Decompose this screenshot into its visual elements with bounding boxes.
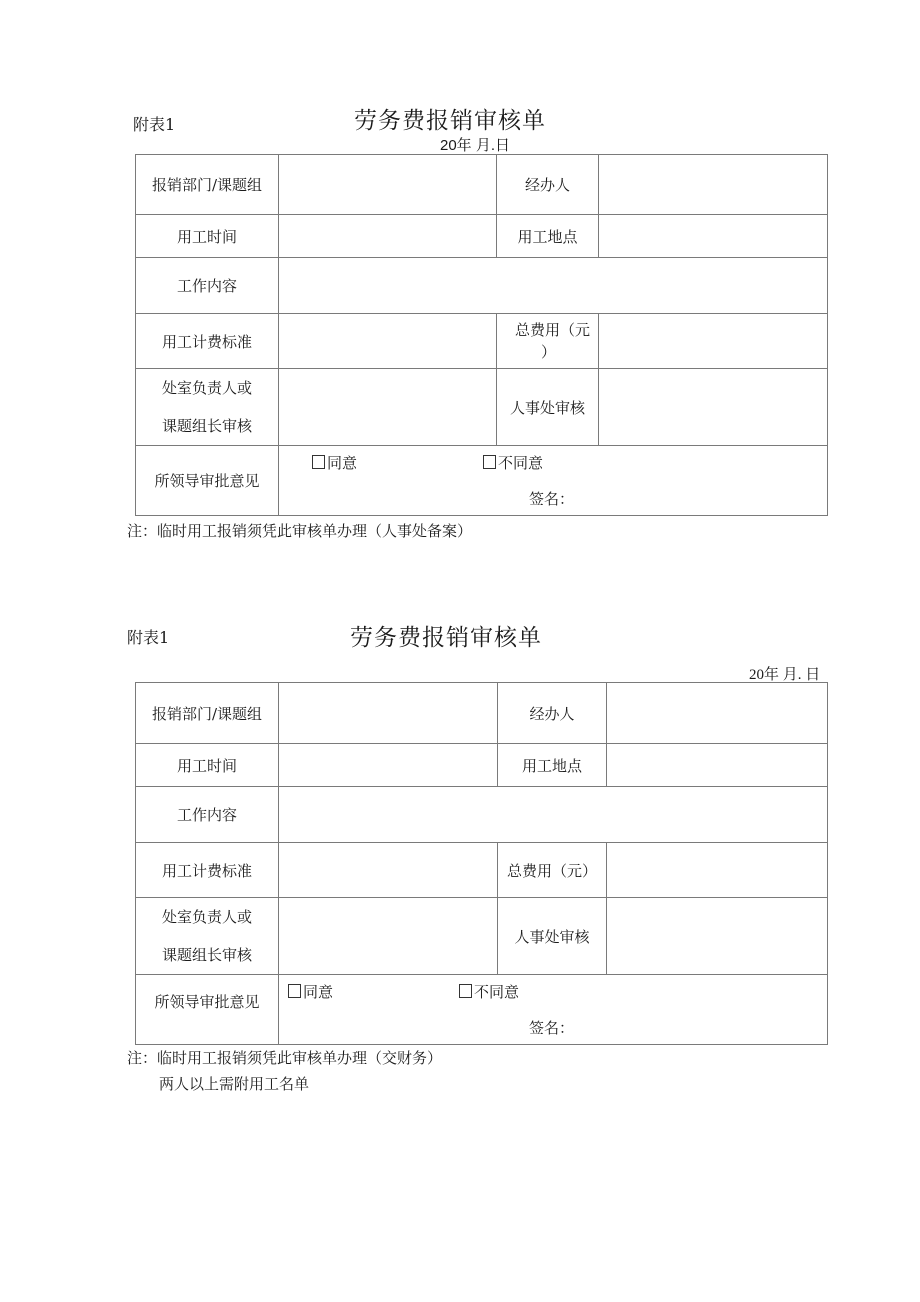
dept-field[interactable]	[279, 155, 497, 215]
leader-opinion-label: 所领导审批意见	[136, 446, 279, 516]
dept-head-label-line2: 课题组长审核	[161, 417, 252, 435]
agree-option-label: 同意	[327, 454, 358, 472]
handler-label: 经办人	[497, 155, 599, 215]
work-content-label: 工作内容	[136, 787, 279, 843]
total-fee-label: 总费用（元）	[498, 843, 607, 898]
dept-head-label	[136, 898, 279, 975]
signature-label: 签名：	[529, 1019, 575, 1037]
work-place-label: 用工地点	[497, 215, 599, 258]
footnote-line2: 两人以上需附用工名单	[159, 1075, 310, 1093]
disagree-checkbox[interactable]	[459, 981, 519, 1002]
checkbox-icon	[288, 984, 301, 998]
attachment-label: 附表1	[133, 115, 176, 134]
work-place-field[interactable]	[599, 215, 828, 258]
total-fee-field[interactable]	[599, 314, 828, 369]
handler-field[interactable]	[607, 683, 828, 744]
leader-opinion-field	[279, 975, 828, 1045]
leader-opinion-label: 所领导审批意见	[136, 975, 279, 1045]
checkbox-icon	[459, 984, 472, 998]
dept-head-label	[136, 369, 279, 446]
reimbursement-form-table	[135, 682, 828, 1045]
checkbox-icon	[483, 455, 496, 469]
dept-head-field[interactable]	[279, 898, 498, 975]
work-time-field[interactable]	[279, 744, 498, 787]
signature-label: 签名：	[529, 490, 575, 508]
agree-checkbox[interactable]	[312, 452, 357, 473]
date-line: 20年 月. 日	[749, 667, 821, 683]
fee-standard-label: 用工计费标准	[136, 843, 279, 898]
dept-head-label-line1: 处室负责人或	[161, 379, 252, 397]
work-content-field[interactable]	[279, 787, 828, 843]
dept-head-label-line2: 课题组长审核	[161, 946, 252, 964]
footnote: 注：临时用工报销须凭此审核单办理（人事处备案）	[127, 522, 473, 540]
fee-standard-label: 用工计费标准	[136, 314, 279, 369]
dept-label: 报销部门/课题组	[136, 155, 279, 215]
hr-review-field[interactable]	[607, 898, 828, 975]
hr-review-label: 人事处审核	[498, 898, 607, 975]
work-time-label: 用工时间	[136, 744, 279, 787]
total-fee-label-line2: ）	[540, 343, 556, 361]
work-place-label: 用工地点	[498, 744, 607, 787]
form-title: 劳务费报销审核单	[354, 108, 546, 134]
dept-head-field[interactable]	[279, 369, 497, 446]
hr-review-field[interactable]	[599, 369, 828, 446]
disagree-option-label: 不同意	[474, 983, 520, 1001]
date-line: 20年 月.日	[440, 137, 511, 154]
checkbox-icon	[312, 455, 325, 469]
handler-field[interactable]	[599, 155, 828, 215]
agree-option-label: 同意	[303, 983, 334, 1001]
total-fee-field[interactable]	[607, 843, 828, 898]
disagree-option-label: 不同意	[498, 454, 544, 472]
total-fee-label-line1: 总费用（元	[514, 321, 590, 339]
leader-opinion-field	[279, 446, 828, 516]
hr-review-label: 人事处审核	[497, 369, 599, 446]
disagree-checkbox[interactable]	[483, 452, 543, 473]
work-content-field[interactable]	[279, 258, 828, 314]
attachment-label: 附表1	[127, 628, 170, 647]
fee-standard-field[interactable]	[279, 843, 498, 898]
work-time-field[interactable]	[279, 215, 497, 258]
work-place-field[interactable]	[607, 744, 828, 787]
dept-label: 报销部门/课题组	[136, 683, 279, 744]
handler-label: 经办人	[498, 683, 607, 744]
agree-checkbox[interactable]	[288, 981, 333, 1002]
reimbursement-form-table	[135, 154, 828, 516]
footnote: 注：临时用工报销须凭此审核单办理（交财务）	[127, 1049, 443, 1067]
dept-head-label-line1: 处室负责人或	[161, 908, 252, 926]
work-content-label: 工作内容	[136, 258, 279, 314]
dept-field[interactable]	[279, 683, 498, 744]
total-fee-label	[497, 314, 599, 369]
fee-standard-field[interactable]	[279, 314, 497, 369]
form-title: 劳务费报销审核单	[350, 625, 542, 651]
work-time-label: 用工时间	[136, 215, 279, 258]
